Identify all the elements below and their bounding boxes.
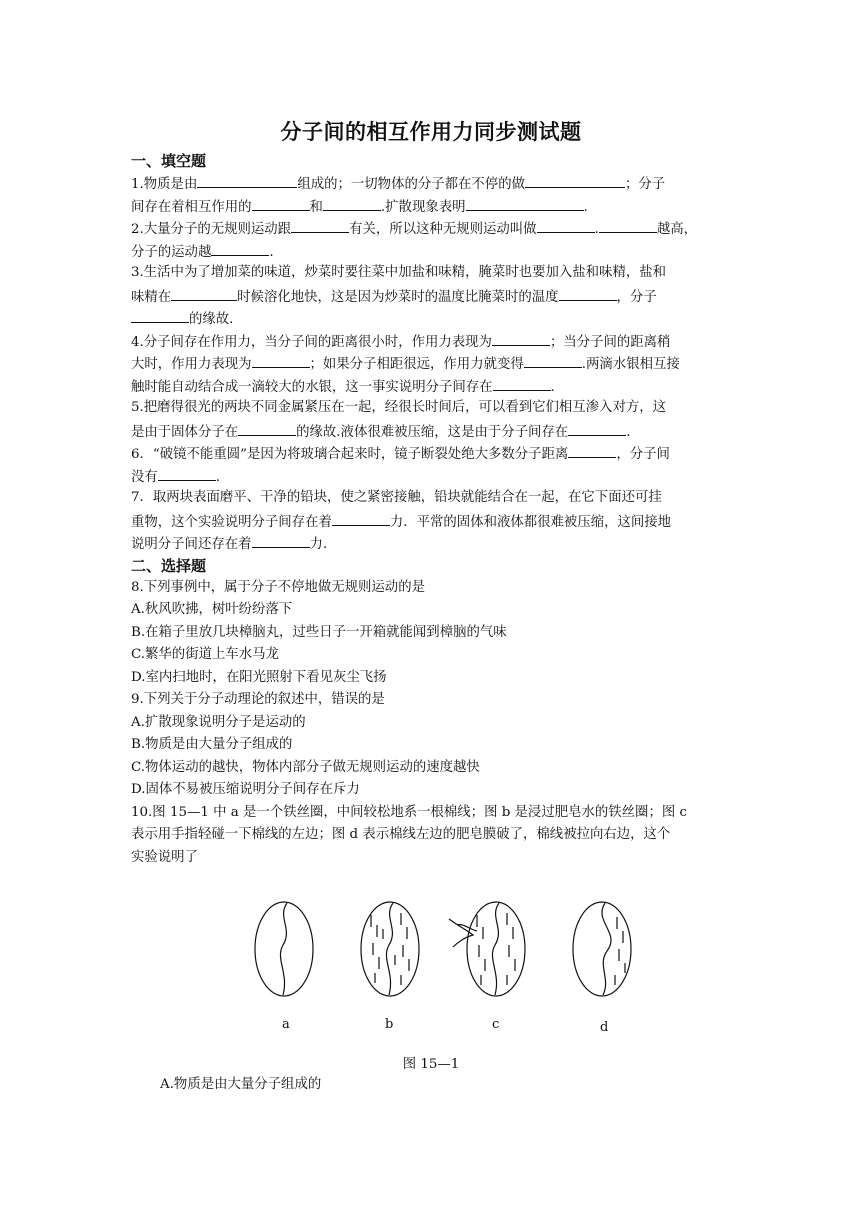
text: .扩散现象表明: [380, 199, 466, 215]
question-1-line-2: [131, 195, 731, 218]
text: ；当分子间的距离稍: [549, 334, 671, 350]
question-9-option-a[interactable]: A.扩散现象说明分子是运动的: [131, 714, 306, 730]
figure-15-1: [131, 895, 731, 1045]
text: ，分子: [616, 289, 657, 305]
section-fill-heading: 一、填空题: [131, 152, 207, 170]
answer-blank[interactable]: [291, 217, 349, 233]
answer-blank[interactable]: [525, 172, 625, 188]
question-4-line-1: [131, 330, 731, 353]
answer-blank[interactable]: [211, 240, 269, 256]
answer-blank[interactable]: [568, 420, 626, 436]
answer-blank[interactable]: [332, 510, 390, 526]
text: 越高，: [656, 222, 697, 237]
text: .: [583, 199, 588, 215]
question-10-option-a[interactable]: A.物质是由大量分子组成的: [160, 1077, 322, 1092]
text: 7．取两块表面磨平、干净的铅块，使之紧密接触，铅块就能结合在一起，在它下面还可挂: [131, 490, 662, 505]
answer-blank[interactable]: [599, 217, 657, 233]
wire-loop-a: [255, 902, 313, 996]
question-5-line-2: [131, 420, 731, 443]
question-1-line-1: [131, 172, 731, 195]
question-9-stem: 9.下列关于分子动理论的叙述中，错误的是: [131, 692, 385, 707]
page-title: 分子间的相互作用力同步测试题: [280, 120, 582, 144]
answer-blank[interactable]: [537, 217, 595, 233]
text: 是由于固体分子在: [131, 424, 239, 440]
text: 2.大量分子的无规则运动跟: [131, 222, 292, 237]
text: .: [215, 469, 221, 485]
figure-label-c: c: [492, 1017, 500, 1032]
question-3-line-1: [131, 262, 731, 285]
question-2-line-2: [131, 240, 731, 263]
answer-blank[interactable]: [568, 442, 616, 458]
text: 1.物质是由: [131, 177, 198, 192]
answer-blank[interactable]: [466, 195, 584, 211]
question-7-line-3: [131, 532, 731, 555]
question-8-option-c[interactable]: C.繁华的街道上车水马龙: [131, 647, 279, 662]
soap-film-diagram: [131, 895, 731, 1045]
wire-loop-b: [361, 902, 419, 996]
answer-blank[interactable]: [252, 352, 310, 368]
answer-blank[interactable]: [197, 172, 297, 188]
figure-label-d: d: [600, 1020, 609, 1035]
question-8-option-b[interactable]: B.在箱子里放几块樟脑丸，过些日子一开箱就能闻到樟脑的气味: [131, 624, 507, 640]
question-6-line-1: [131, 442, 731, 465]
text: .: [269, 244, 274, 260]
question-9-option-c[interactable]: C.物体运动的越快，物体内部分子做无规则运动的速度越快: [131, 759, 480, 775]
answer-blank[interactable]: [252, 532, 310, 548]
text: 力．平常的固体和液体都很难被压缩，这间接地: [389, 514, 672, 530]
question-5-line-1: [131, 397, 731, 420]
question-3-line-2: [131, 285, 731, 308]
question-9-option-d[interactable]: D.固体不易被压缩说明分子间存在斥力: [131, 782, 360, 797]
answer-blank[interactable]: [493, 375, 551, 391]
text: 大时，作用力表现为: [131, 357, 252, 372]
text: 和: [309, 199, 323, 215]
question-8-option-d[interactable]: D.室内扫地时，在阳光照射下看见灰尘飞扬: [131, 669, 387, 685]
text: .: [550, 379, 555, 395]
text: 的缘故.: [189, 312, 234, 327]
answer-blank[interactable]: [131, 307, 189, 323]
question-3-line-3: [131, 307, 731, 330]
text: 6．“破镜不能重圆”是因为将玻璃合起来时，镜子断裂处绝大多数分子距离: [131, 447, 569, 462]
text: .两滴水银相互接: [581, 357, 680, 372]
text: ；如果分子相距很远，作用力就变得: [309, 357, 524, 372]
text: 说明分子间还存在着: [131, 537, 252, 552]
text: 3.生活中为了增加菜的味道，炒菜时要往菜中加盐和味精，腌菜时也要加入盐和味精，盐和: [131, 265, 667, 280]
document-body: [131, 150, 731, 869]
answer-blank[interactable]: [524, 352, 582, 368]
finger-icon: [449, 919, 477, 947]
text: 没有: [131, 469, 158, 485]
figure-caption: 图 15—1: [402, 1057, 460, 1072]
text: 的缘故.液体很难被压缩，这是由于分子间存在: [296, 424, 569, 440]
figure-label-a: a: [282, 1017, 290, 1032]
question-10-line-1: 10.图 15—1 中 a 是一个铁丝圈，中间较松地系一根棉线；图 b 是浸过肥皂水的铁丝圈；图 c: [131, 804, 687, 820]
wire-loop-d: [573, 902, 631, 996]
text: 5.把磨得很光的两块不同金属紧压在一起，经很长时间后，可以看到它们相互渗入对方，这: [131, 400, 667, 415]
text: ；分子: [624, 177, 666, 192]
question-4-line-2: [131, 352, 731, 375]
text: .: [626, 424, 631, 440]
figure-label-b: b: [385, 1017, 394, 1032]
question-9-option-b[interactable]: B.物质是由大量分子组成的: [131, 737, 293, 752]
text: 有关，所以这种无规则运动叫做: [349, 222, 537, 237]
question-7-line-2: [131, 510, 731, 533]
question-10-line-3: 实验说明了: [131, 849, 198, 865]
text: .: [594, 222, 599, 237]
text: 4.分子间存在作用力，当分子间的距离很小时，作用力表现为: [131, 334, 492, 350]
question-6-line-2: [131, 465, 731, 488]
text: 间存在着相互作用的: [131, 199, 252, 215]
text: 触时能自动结合成一滴较大的水银，这一事实说明分子间存在: [131, 379, 493, 395]
text: 组成的；一切物体的分子都在不停的做: [297, 177, 525, 192]
question-2-line-1: [131, 217, 731, 240]
text: 味精在: [131, 289, 172, 305]
answer-blank[interactable]: [238, 420, 296, 436]
text: 时候溶化地快，这是因为炒菜时的温度比腌菜时的温度: [237, 289, 559, 305]
answer-blank[interactable]: [158, 465, 216, 481]
section-choice-heading: 二、选择题: [131, 556, 207, 575]
answer-blank[interactable]: [171, 285, 237, 301]
text: 力.: [309, 537, 328, 552]
text: 重物，这个实验说明分子间存在着: [131, 514, 332, 530]
question-4-line-3: [131, 375, 731, 398]
text: ，分子间: [616, 447, 670, 462]
text: 分子的运动越: [131, 244, 212, 260]
question-8-stem: 8.下列事例中，属于分子不停地做无规则运动的是: [131, 579, 425, 595]
answer-blank[interactable]: [492, 330, 550, 346]
answer-blank[interactable]: [252, 195, 310, 211]
question-7-line-1: [131, 487, 731, 510]
question-8-option-a[interactable]: A.秋风吹拂，树叶纷纷落下: [131, 602, 293, 617]
wire-loop-c: [449, 902, 525, 996]
answer-blank[interactable]: [559, 285, 617, 301]
question-10-line-2: 表示用手指轻碰一下棉线的左边；图 d 表示棉线左边的肥皂膜破了，棉线被拉向右边，这个: [131, 827, 671, 842]
answer-blank[interactable]: [323, 195, 381, 211]
